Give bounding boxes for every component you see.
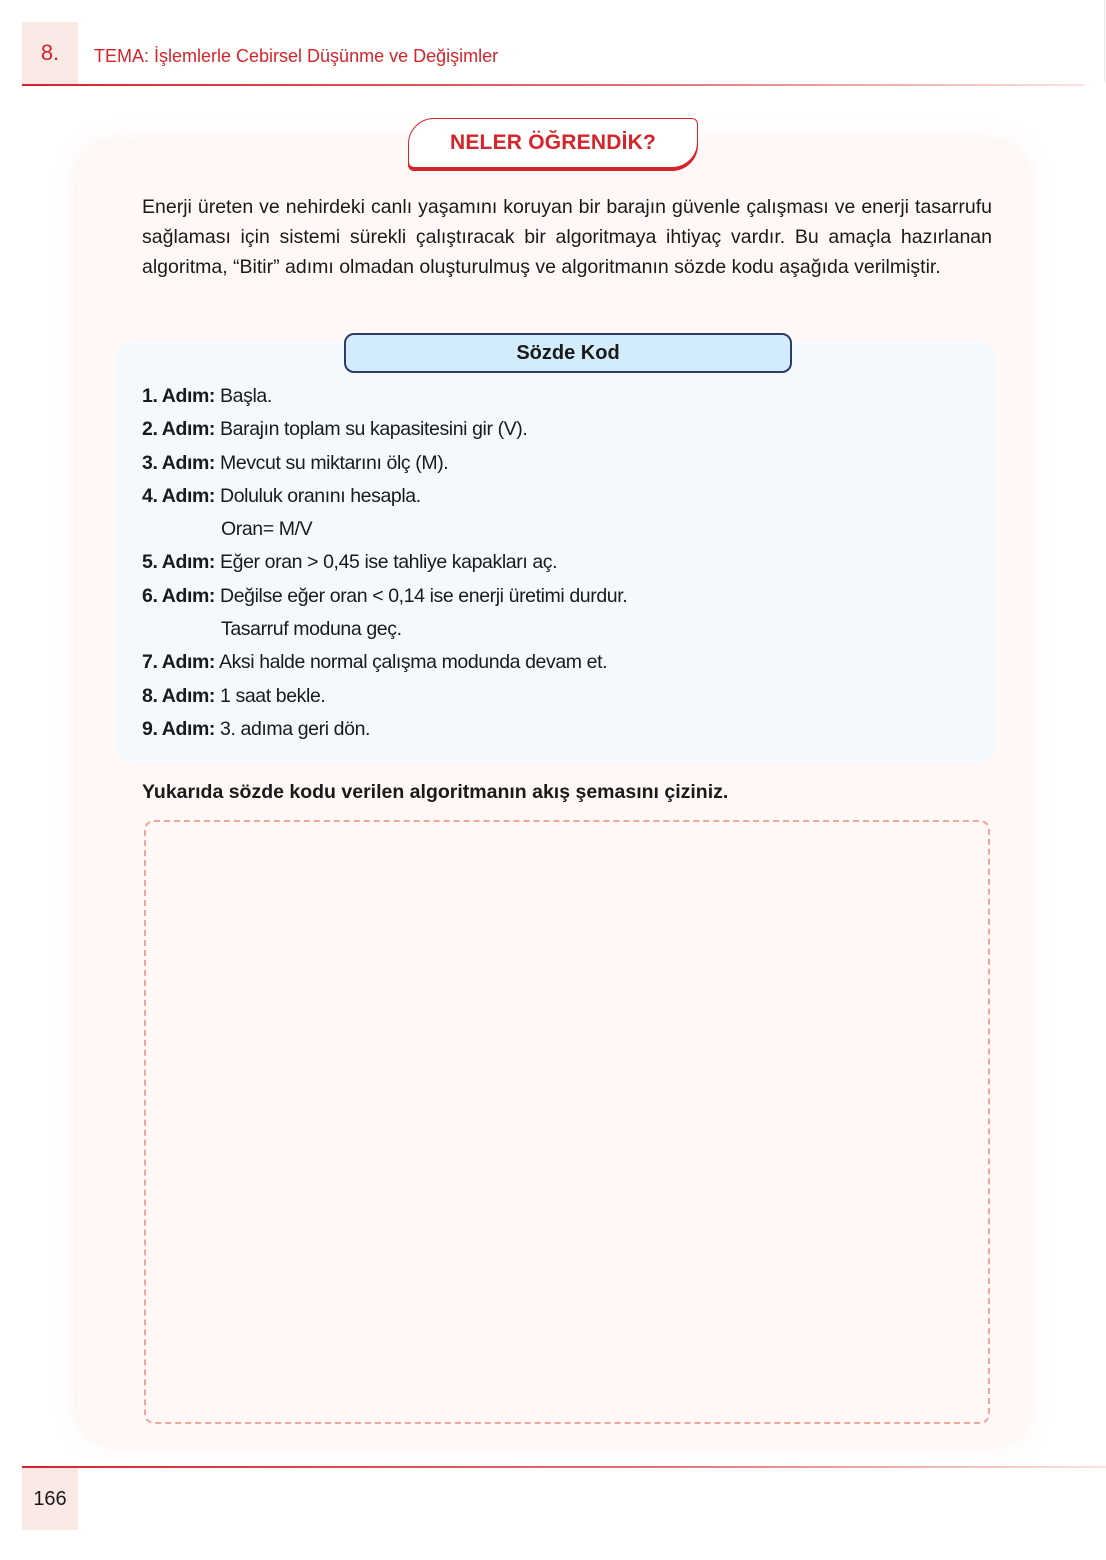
step-line	[142, 380, 942, 413]
step-text: Doluluk oranını hesapla.	[220, 484, 421, 507]
step-label: 2. Adım:	[142, 418, 216, 441]
header-divider	[1104, 0, 1105, 82]
step-text: Barajın toplam su kapasitesini gir (V).	[220, 418, 528, 441]
header-rule	[22, 84, 1084, 86]
step-label: 9. Adım:	[142, 717, 216, 740]
step-label: 6. Adım:	[142, 584, 216, 607]
step-label: 3. Adım:	[142, 451, 216, 474]
intro-paragraph: Enerji üreten ve nehirdeki canlı yaşamını koruyan bir barajın güvenle çalışması ve enerji tasarrufu sağlaması için sistemi sürekli çalıştıracak bir algoritmaya ihtiyaç vardır. Bu amaçla hazırlanan algoritma, “Bitir” adımı olmadan oluşturulmuş ve algoritmanın sözde kodu aşağıda verilmiştir.	[142, 196, 992, 278]
pseudo-code-title: Sözde Kod	[344, 333, 792, 373]
section-title: NELER ÖĞRENDİK?	[408, 118, 698, 168]
step-line	[142, 580, 942, 613]
question-text: Yukarıda sözde kodu verilen algoritmanın akış şemasını çiziniz.	[142, 781, 729, 803]
theme-title: TEMA: İşlemlerle Cebirsel Düşünme ve Değişimler	[94, 46, 499, 66]
grade-badge: 8.	[22, 22, 78, 84]
step-text: 3. adıma geri dön.	[220, 717, 371, 740]
page-number: 166	[22, 1468, 78, 1530]
step-text: Mevcut su miktarını ölç (M).	[220, 451, 449, 474]
step-text: Aksi halde normal çalışma modunda devam et.	[218, 651, 608, 674]
step-text: Değilse eğer oran < 0,14 ise enerji üretimi durdur.	[220, 584, 628, 607]
flowchart-answer-area[interactable]	[144, 820, 990, 1424]
step-line	[142, 680, 942, 713]
step-line	[142, 447, 942, 480]
step-continuation: Oran= M/V	[221, 518, 313, 541]
step-line	[142, 646, 942, 679]
step-text: Eğer oran > 0,45 ise tahliye kapakları aç.	[220, 551, 558, 574]
pseudo-code-steps	[142, 380, 942, 746]
step-text: Başla.	[220, 385, 272, 407]
step-line	[142, 413, 942, 446]
step-label: 8. Adım:	[142, 684, 216, 707]
footer-rule	[22, 1466, 1106, 1468]
step-label: 4. Adım:	[142, 484, 216, 507]
step-label: 7. Adım:	[142, 651, 216, 674]
step-continuation: Tasarruf moduna geç.	[221, 618, 402, 641]
step-text: 1 saat bekle.	[220, 684, 326, 707]
step-line	[142, 713, 942, 746]
step-label: 1. Adım:	[142, 385, 216, 407]
step-line	[142, 546, 942, 579]
step-line	[142, 480, 942, 513]
step-label: 5. Adım:	[142, 551, 216, 574]
